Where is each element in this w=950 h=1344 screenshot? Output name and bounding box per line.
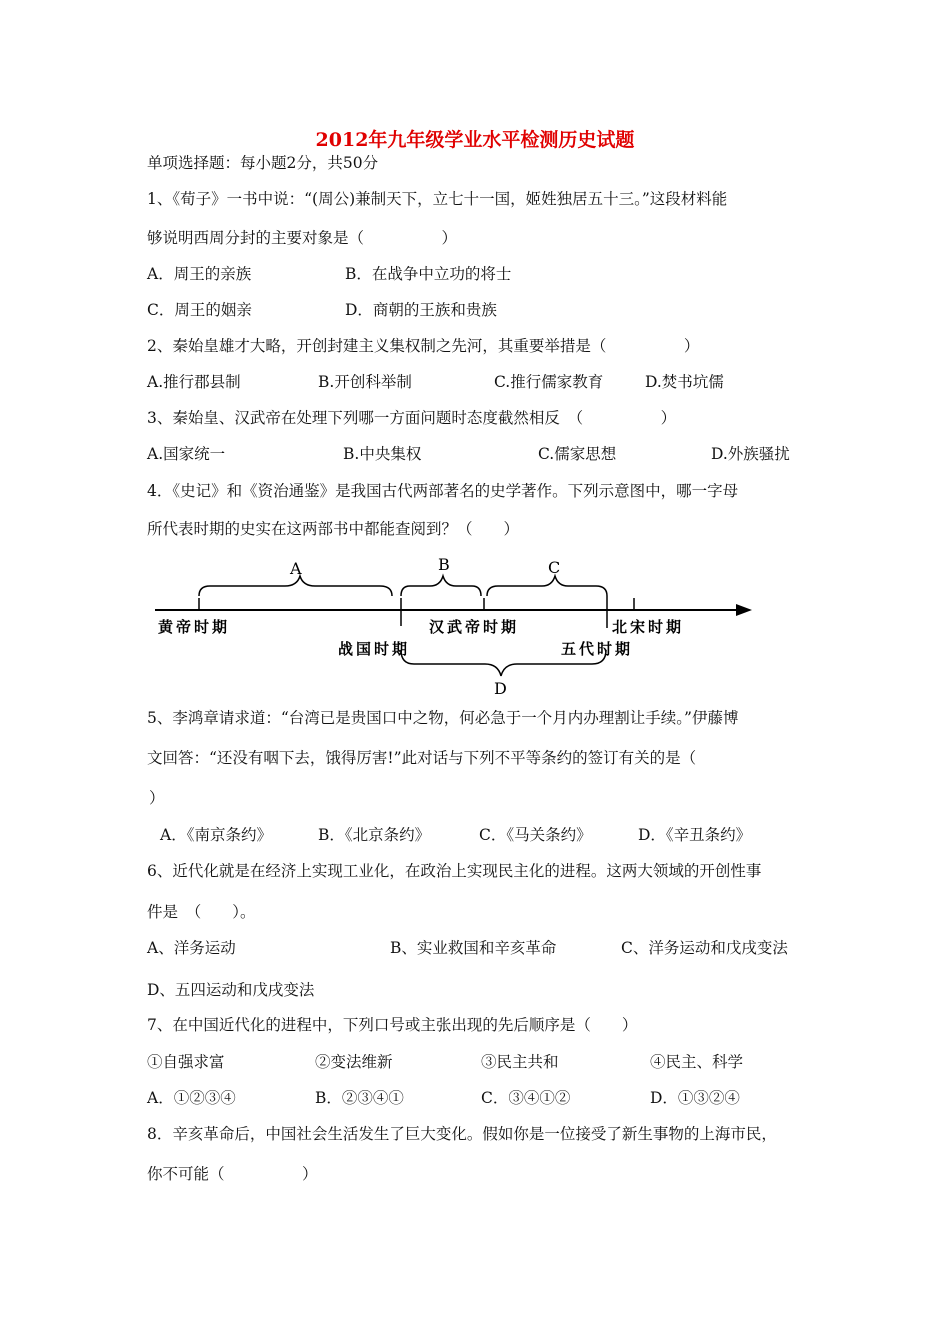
q1-option-a: A．周王的亲族 — [147, 265, 252, 283]
q6-option-b: B、实业救国和辛亥革命 — [390, 939, 557, 957]
q8-line1: 8．辛亥革命后，中国社会生活发生了巨大变化。假如你是一位接受了新生事物的上海市民， — [147, 1125, 777, 1143]
q1-line2: 够说明西周分封的主要对象是（ ） — [147, 229, 458, 247]
q5-option-b: B．《北京条约》 — [318, 826, 431, 844]
q3-option-d: D.外族骚扰 — [711, 445, 790, 463]
q5-line2: 文回答：“还没有咽下去，饿得厉害!”此对话与下列不平等条约的签订有关的是（ — [147, 749, 697, 767]
q6-option-d: D、五四运动和戊戌变法 — [147, 981, 315, 999]
q2-line1: 2、秦始皇雄才大略，开创封建主义集权制之先河，其重要举措是（ ） — [147, 337, 700, 355]
q5-option-c: C．《马关条约》 — [479, 826, 592, 844]
brace-a — [199, 576, 392, 596]
brace-label-c: C — [548, 558, 561, 577]
q7-option-c: C．③④①② — [481, 1089, 571, 1107]
q7-item-4: ④民主、科学 — [650, 1053, 744, 1071]
q1-line1: 1、《荀子》一书中说：“(周公)兼制天下，立七十一国，姬姓独居五十三。”这段材料能 — [147, 190, 728, 208]
q7-option-d: D．①③②④ — [650, 1089, 740, 1107]
q8-line2: 你不可能（ ） — [147, 1165, 318, 1183]
period-label-wudai: 五代时期 — [561, 640, 634, 658]
q5-line3: ） — [149, 789, 165, 807]
q2-option-d: D.焚书坑儒 — [645, 373, 724, 391]
arrow-head-icon — [736, 604, 752, 616]
period-label-huangdi: 黄帝时期 — [158, 618, 231, 636]
q3-option-a: A.国家统一 — [147, 445, 226, 463]
q6-option-a: A、洋务运动 — [147, 939, 236, 957]
q3-option-b: B.中央集权 — [343, 445, 422, 463]
q7-item-3: ③民主共和 — [481, 1053, 559, 1071]
q5-option-a: A．《南京条约》 — [160, 826, 272, 844]
q4-line2: 所代表时期的史实在这两部书中都能查阅到？（ ） — [147, 520, 520, 538]
timeline-diagram — [140, 550, 770, 700]
q7-item-2: ②变法维新 — [315, 1053, 393, 1071]
q3-line1: 3、秦始皇、汉武帝在处理下列哪一方面问题时态度截然相反 （ ） — [147, 409, 677, 427]
q6-line1: 6、近代化就是在经济上实现工业化，在政治上实现民主化的进程。这两大领域的开创性事 — [147, 862, 762, 880]
page-title: 2012年九年级学业水平检测历史试题 — [315, 129, 635, 151]
brace-b — [401, 576, 481, 596]
brace-label-b: B — [438, 555, 450, 574]
q7-option-b: B．②③④① — [315, 1089, 404, 1107]
period-label-beisong: 北宋时期 — [612, 618, 685, 636]
period-label-zhanguo: 战国时期 — [338, 640, 411, 658]
q2-option-c: C.推行儒家教育 — [494, 373, 604, 391]
q5-line1: 5、李鸿章请求道：“台湾已是贵国口中之物，何必急于一个月内办理割让手续。”伊藤博 — [147, 709, 739, 727]
q1-option-d: D．商朝的王族和贵族 — [345, 301, 497, 319]
q5-option-d: D．《辛丑条约》 — [638, 826, 752, 844]
brace-label-a: A — [290, 559, 302, 578]
section-heading: 单项选择题：每小题2分，共50分 — [147, 154, 379, 172]
brace-c — [487, 576, 607, 596]
q6-line2: 件是 （ ）。 — [147, 903, 256, 921]
period-label-hanwudi: 汉武帝时期 — [429, 618, 520, 636]
q1-option-b: B．在战争中立功的将士 — [345, 265, 512, 283]
q6-option-c: C、洋务运动和戊戌变法 — [621, 939, 788, 957]
q1-option-c: C．周王的姻亲 — [147, 301, 252, 319]
q2-option-a: A.推行郡县制 — [147, 373, 241, 391]
q7-line1: 7、在中国近代化的进程中，下列口号或主张出现的先后顺序是（ ） — [147, 1016, 638, 1034]
brace-label-d: D — [494, 679, 507, 698]
q2-option-b: B.开创科举制 — [318, 373, 412, 391]
q7-item-1: ①自强求富 — [147, 1053, 225, 1071]
q7-option-a: A．①②③④ — [147, 1089, 236, 1107]
q3-option-c: C.儒家思想 — [538, 445, 617, 463]
q4-line1: 4．《史记》和《资治通鉴》是我国古代两部著名的史学著作。下列示意图中，哪一字母 — [147, 482, 739, 500]
